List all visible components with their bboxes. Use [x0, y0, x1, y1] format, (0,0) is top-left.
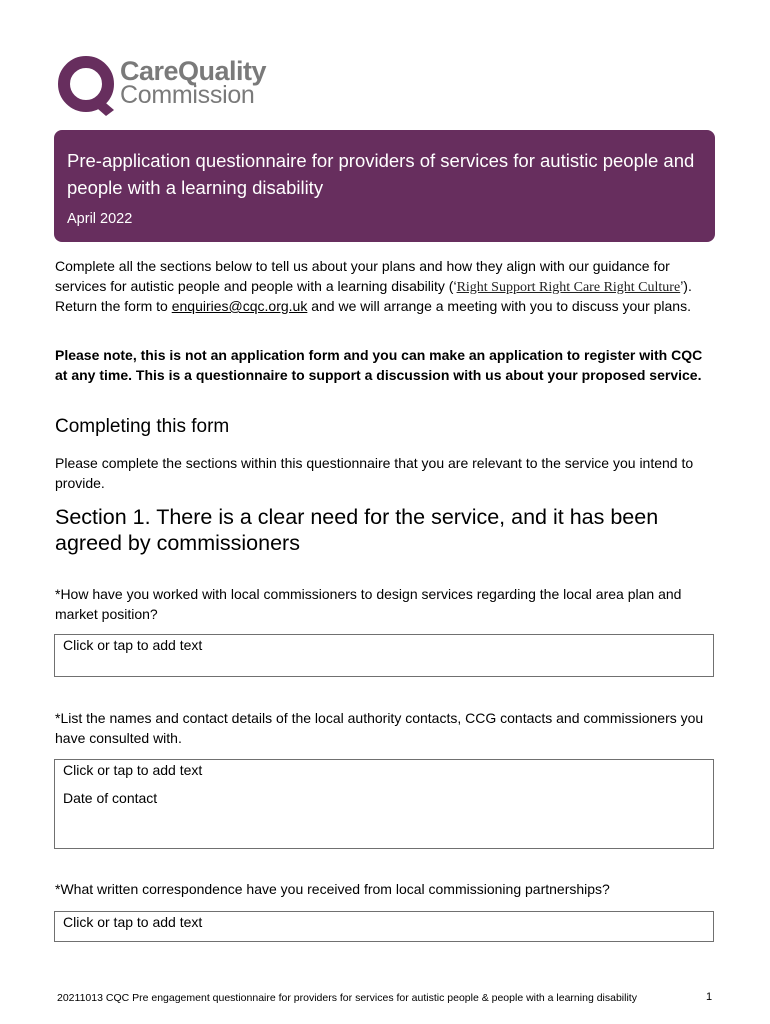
date-of-contact-label: Date of contact: [63, 790, 158, 806]
email-link[interactable]: enquiries@cqc.org.uk: [171, 298, 308, 314]
footer-text: 20211013 CQC Pre engagement questionnaire for providers for services for autistic people & people with a learning disability: [57, 992, 637, 1004]
logo-text-line1: CareQuality: [120, 56, 267, 86]
question-1-answer-field[interactable]: [54, 634, 714, 677]
question-2-label: *List the names and contact details of the local authority contacts, CCG contacts and commissioners you have consulted with.: [55, 710, 704, 746]
intro-text-after: and we will arrange a meeting with you to discuss your plans.: [307, 298, 691, 314]
document-date: April 2022: [67, 211, 133, 227]
guidance-link[interactable]: Right Support Right Care Right Culture: [456, 279, 681, 295]
section1-heading: Section 1. There is a clear need for the service, and it has been agreed by commissioners: [55, 505, 659, 555]
answer-placeholder: Click or tap to add text: [63, 914, 203, 930]
important-note: Please note, this is not an application form and you can make an application to register with CQC at any time. This is a questionnaire to support a discussion with us about your proposed service.: [55, 347, 703, 383]
intro-paragraph: [55, 257, 717, 317]
question-3-answer-field[interactable]: [54, 911, 714, 942]
page-number: 1: [706, 991, 713, 1003]
question-3-label: *What written correspondence have you received from local commissioning partnerships?: [55, 881, 610, 897]
logo-text-line2: Commission: [120, 81, 255, 109]
cqc-logo-mark-icon: [56, 52, 120, 120]
completing-text: Please complete the sections within this questionnaire that you are relevant to the service you intend to provide.: [55, 455, 694, 491]
question-1-label: *How have you worked with local commissioners to design services regarding the local area plan and market position?: [55, 586, 682, 622]
document-title: Pre-application questionnaire for providers of services for autistic people and people with a learning disability: [67, 150, 695, 198]
completing-heading: Completing this form: [55, 416, 230, 437]
title-banner: [54, 130, 715, 242]
cqc-logo: [56, 52, 286, 122]
answer-placeholder: Click or tap to add text: [63, 637, 203, 653]
intro-text-before: Complete all the sections below to tell us about your plans and how they align with our guidance for services for autistic people and people with a learning disability (‘: [55, 258, 670, 294]
intro-text-middle: ’). Return the form to: [55, 277, 692, 314]
question-2-answer-field[interactable]: [54, 759, 714, 849]
answer-placeholder: Click or tap to add text: [63, 762, 203, 778]
